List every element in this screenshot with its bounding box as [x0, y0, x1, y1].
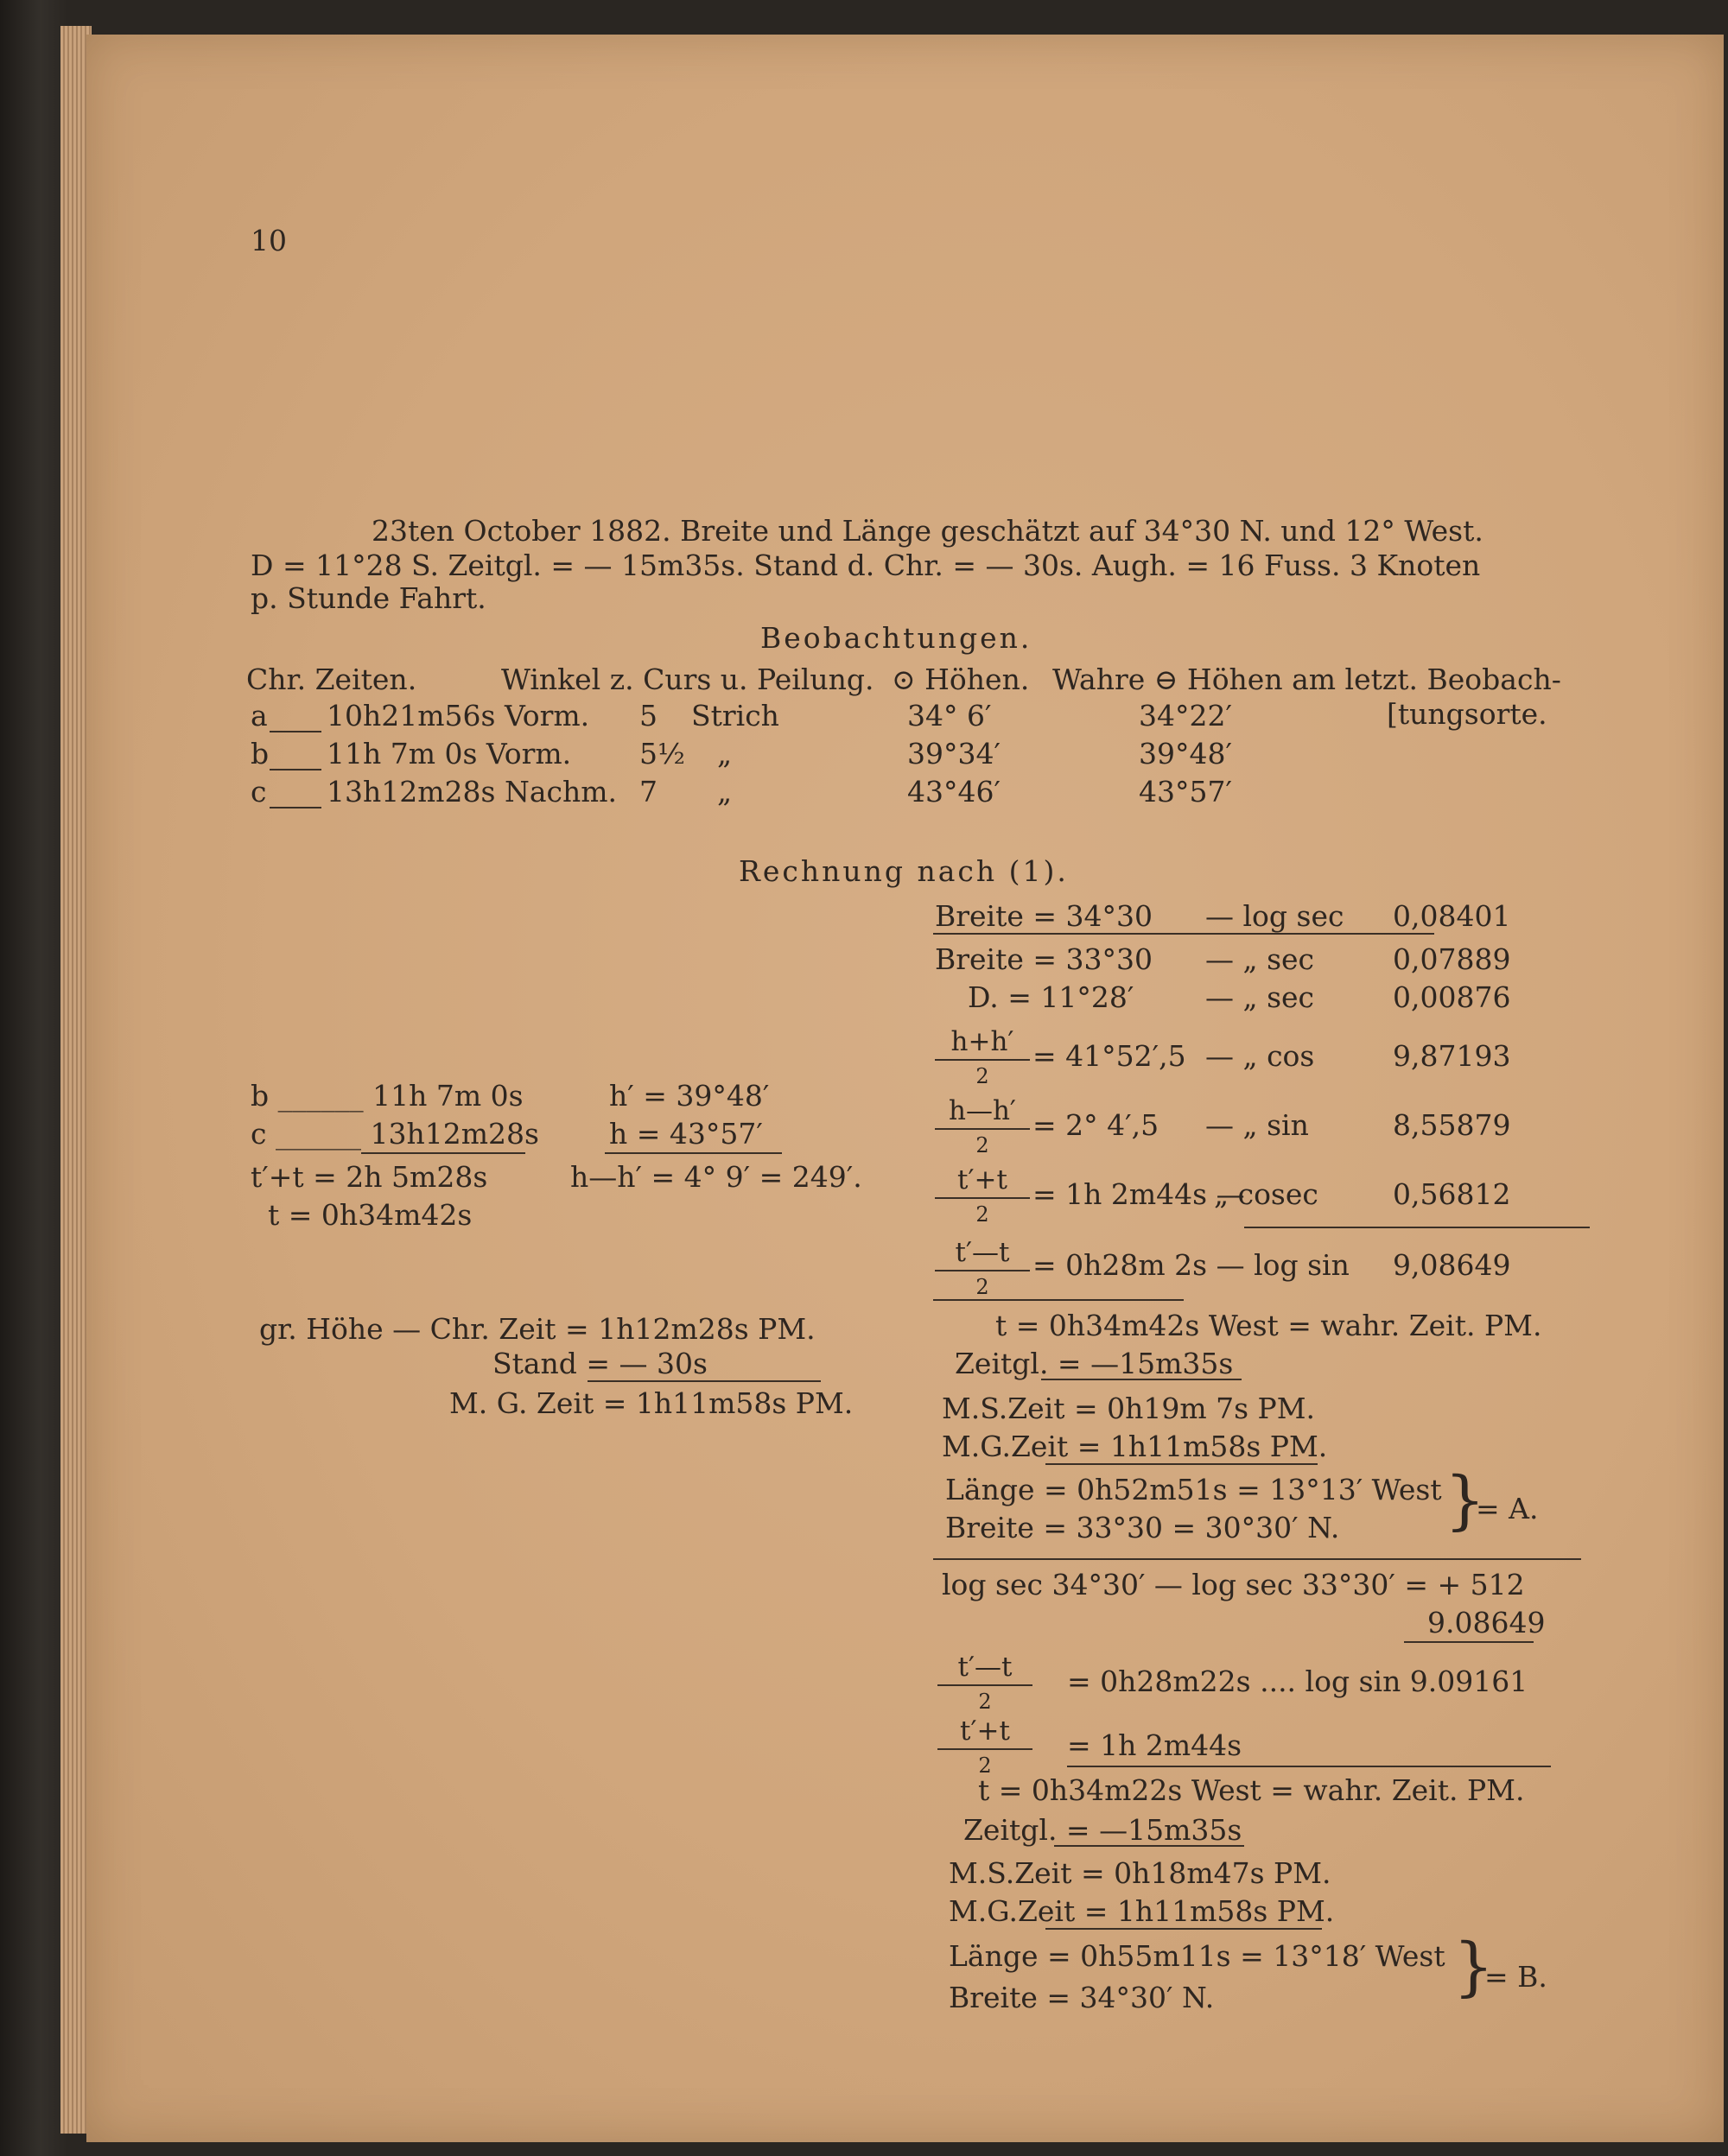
f4-rhs: = 0h28m 2s — log sin [1032, 1248, 1350, 1282]
calc-b: b ______ 11h 7m 0s [251, 1079, 524, 1113]
t-line: t = 0h34m42s West = wahr. Zeit. PM. [995, 1309, 1542, 1342]
f1-fn: — „ cos [1205, 1039, 1315, 1073]
fraction-t-diff-2: t′—t 2 [937, 1652, 1032, 1714]
row-true-height: 43°57′ [1139, 775, 1232, 808]
breite-2-fn: — „ sec [1205, 942, 1315, 976]
result-a: = A. [1476, 1492, 1539, 1525]
row-time: 11h 7m 0s Vorm. [327, 737, 572, 770]
zeitgl-line-2: Zeitgl. = —15m35s [963, 1813, 1242, 1847]
row-label: a [251, 699, 268, 732]
ms-zeit-line-2: M.S.Zeit = 0h18m47s PM. [949, 1856, 1331, 1890]
breite-1-fn: — log sec [1205, 899, 1344, 933]
row-true-height: 39°48′ [1139, 737, 1232, 770]
f4-val: 9,08649 [1393, 1248, 1511, 1282]
mg-zeit-line-right: M.G.Zeit = 1h11m58s PM. [942, 1430, 1328, 1463]
calc-h-diff: h—h′ = 4° 9′ = 249′. [570, 1160, 862, 1194]
page-number: 10 [251, 224, 287, 257]
document-page [86, 35, 1724, 2142]
f1-rhs: = 41°52′,5 [1032, 1039, 1186, 1073]
breite-2-val: 0,07889 [1393, 942, 1511, 976]
header-continuation: [tungsorte. [1387, 697, 1547, 731]
mg-zeit-line: M. G. Zeit = 1h11m58s PM. [449, 1386, 854, 1420]
breite-a: Breite = 33°30 = 30°30′ N. [945, 1511, 1340, 1544]
row-label: b [251, 737, 270, 770]
gr-hoehe-line: gr. Höhe — Chr. Zeit = 1h12m28s PM. [259, 1312, 816, 1346]
header-winkel: Winkel z. Curs u. Peilung. [501, 663, 874, 696]
calc-h: h = 43°57′ [609, 1117, 763, 1151]
breite-1-val: 0,08401 [1393, 899, 1511, 933]
g2-rhs: = 1h 2m44s [1067, 1728, 1242, 1762]
d-lhs: D. = 11°28′ [968, 980, 1134, 1014]
row-time: 13h12m28s Nachm. [327, 775, 618, 808]
intro-line-1: 23ten October 1882. Breite und Länge geschätzt auf 34°30 N. und 12° West. [372, 514, 1483, 548]
breite-b: Breite = 34°30′ N. [949, 1981, 1215, 2014]
laenge-b: Länge = 0h55m11s = 13°18′ West [949, 1939, 1445, 1973]
d-fn: — „ sec [1205, 980, 1315, 1014]
header-wahre-hoehen: Wahre ⊖ Höhen am letzt. Beobach- [1052, 663, 1561, 696]
header-hoehen: ⊙ Höhen. [892, 663, 1030, 696]
brace-a: } [1445, 1463, 1486, 1538]
breite-2-lhs: Breite = 33°30 [935, 942, 1153, 976]
fraction-h-diff: h—h′ 2 [935, 1095, 1030, 1157]
g1-rhs: = 0h28m22s .... log sin 9.09161 [1067, 1665, 1528, 1698]
stand-line: Stand = — 30s [492, 1347, 708, 1380]
row-angle: 5½ [639, 737, 685, 770]
calculation-heading: Rechnung nach (1). [739, 854, 1069, 888]
f3-fn: „ cosec [1214, 1177, 1318, 1211]
brace-b: } [1453, 1930, 1495, 2004]
t-line-2: t = 0h34m22s West = wahr. Zeit. PM. [978, 1773, 1525, 1807]
f1-val: 9,87193 [1393, 1039, 1511, 1073]
f3-val: 0,56812 [1393, 1177, 1511, 1211]
row-angle: 7 [639, 775, 658, 808]
row-time: 10h21m56s Vorm. [327, 699, 590, 732]
row-unit: Strich [691, 699, 779, 732]
f2-fn: — „ sin [1205, 1108, 1309, 1142]
row-label: c [251, 775, 267, 808]
row-height: 39°34′ [907, 737, 1001, 770]
intro-line-3: p. Stunde Fahrt. [251, 581, 486, 615]
calc-h-prime: h′ = 39°48′ [609, 1079, 770, 1113]
row-height: 43°46′ [907, 775, 1001, 808]
fraction-t-sum: t′+t 2 [935, 1164, 1030, 1227]
calc-c: c ______ 13h12m28s [251, 1117, 539, 1151]
row-height: 34° 6′ [907, 699, 992, 732]
row-unit: „ [717, 775, 733, 808]
book-spine [0, 0, 67, 2156]
f2-rhs: = 2° 4′,5 [1032, 1108, 1159, 1142]
laenge-a: Länge = 0h52m51s = 13°13′ West [945, 1473, 1442, 1506]
fraction-h-sum: h+h′ 2 [935, 1026, 1030, 1088]
mg-zeit-line-2: M.G.Zeit = 1h11m58s PM. [949, 1894, 1335, 1928]
f2-val: 8,55879 [1393, 1108, 1511, 1142]
zeitgl-line: Zeitgl. = —15m35s [955, 1347, 1234, 1380]
fraction-t-diff: t′—t 2 [935, 1237, 1030, 1299]
result-b: = B. [1484, 1960, 1547, 1994]
log-value: 9.08649 [1427, 1606, 1546, 1639]
f3-rhs: = 1h 2m44s — [1032, 1177, 1245, 1211]
fraction-t-sum-2: t′+t 2 [937, 1715, 1032, 1778]
row-angle: 5 [639, 699, 658, 732]
row-unit: „ [717, 737, 733, 770]
ms-zeit-line: M.S.Zeit = 0h19m 7s PM. [942, 1392, 1316, 1425]
log-line: log sec 34°30′ — log sec 33°30′ = + 512 [942, 1568, 1525, 1601]
row-true-height: 34°22′ [1139, 699, 1232, 732]
calc-sum: t′+t = 2h 5m28s [251, 1160, 488, 1194]
observations-heading: Beobachtungen. [760, 621, 1032, 655]
d-val: 0,00876 [1393, 980, 1511, 1014]
header-chr-zeiten: Chr. Zeiten. [246, 663, 417, 696]
calc-t: t = 0h34m42s [268, 1198, 473, 1232]
breite-1-lhs: Breite = 34°30 [935, 899, 1153, 933]
intro-line-2: D = 11°28 S. Zeitgl. = — 15m35s. Stand d. Chr. = — 30s. Augh. = 16 Fuss. 3 Knoten [251, 549, 1481, 582]
